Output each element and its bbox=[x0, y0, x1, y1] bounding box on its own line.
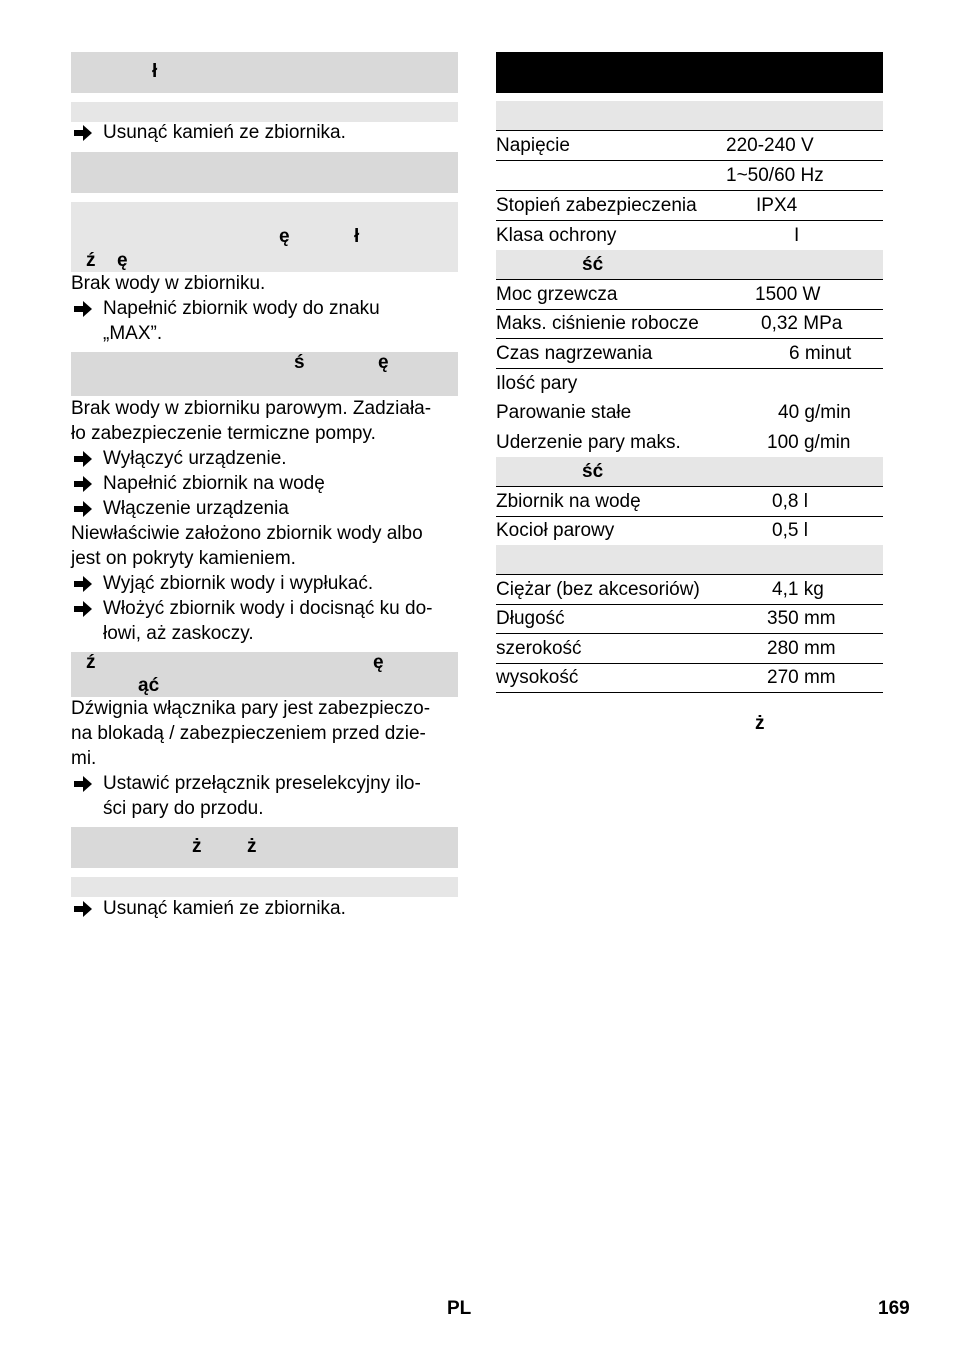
paragraph: ło zabezpieczenie termiczne pompy. bbox=[71, 423, 376, 444]
table-row: Kocioł parowy 0,5 l bbox=[496, 516, 883, 546]
heading-3-glyph: ę bbox=[117, 250, 128, 271]
paragraph: mi. bbox=[71, 748, 97, 769]
paragraph: Dźwignia włącznika pary jest zabezpieczo- bbox=[71, 698, 431, 719]
table-section-header: ść bbox=[496, 250, 883, 280]
paragraph: Brak wody w zbiorniku. bbox=[71, 273, 266, 294]
table-row: Klasa ochrony I bbox=[496, 221, 883, 251]
subheading-bar-6 bbox=[71, 877, 458, 897]
table-row: Zbiornik na wodę 0,8 l bbox=[496, 487, 883, 517]
table-row: 1~50/60 Hz bbox=[496, 161, 883, 191]
table-section-header bbox=[496, 101, 883, 131]
subheading-bar-1 bbox=[71, 102, 458, 122]
arrow-right-icon bbox=[73, 775, 95, 795]
table-row: Maks. ciśnienie robocze 0,32 MPa bbox=[496, 309, 883, 339]
paragraph: Brak wody w zbiorniku parowym. Zadziała- bbox=[71, 398, 432, 419]
page-number: 169 bbox=[878, 1298, 910, 1319]
heading-6-glyph: ż bbox=[192, 836, 202, 857]
table-row: Napięcie 220-240 V bbox=[496, 131, 883, 161]
paragraph: Niewłaściwie założono zbiornik wody albo bbox=[71, 523, 423, 544]
table-row: Czas nagrzewania 6 minut bbox=[496, 339, 883, 369]
table-row: szerokość 280 mm bbox=[496, 634, 883, 664]
list-item: Ustawić przełącznik preselekcyjny ilo- bbox=[103, 773, 421, 794]
heading-1-glyph: ł bbox=[152, 61, 158, 82]
list-item: Wyjąć zbiornik wody i wypłukać. bbox=[103, 573, 374, 594]
table-row: Uderzenie pary maks. 100 g/min bbox=[496, 428, 883, 458]
arrow-right-icon bbox=[73, 900, 95, 920]
table-row: Parowanie stałe 40 g/min bbox=[496, 402, 851, 423]
list-item: Napełnić zbiornik na wodę bbox=[103, 473, 325, 494]
arrow-right-icon bbox=[73, 124, 95, 144]
arrow-right-icon bbox=[73, 575, 95, 595]
arrow-right-icon bbox=[73, 600, 95, 620]
list-item: Włożyć zbiornik wody i docisnąć ku do- bbox=[103, 598, 433, 619]
list-item: Usunąć kamień ze zbiornika. bbox=[103, 898, 346, 919]
heading-5-glyph: ź bbox=[86, 652, 96, 673]
table-row: Ilość pary bbox=[496, 373, 578, 394]
table-row: wysokość 270 mm bbox=[496, 663, 883, 693]
paragraph: jest on pokryty kamieniem. bbox=[71, 548, 296, 569]
section-heading-4 bbox=[71, 352, 458, 396]
table-row: Ciężar (bez akcesoriów) 4,1 kg bbox=[496, 575, 883, 605]
heading-5-glyph: ę bbox=[373, 652, 384, 673]
section-heading-1 bbox=[71, 52, 458, 93]
arrow-right-icon bbox=[73, 500, 95, 520]
heading-4-glyph: ś bbox=[294, 352, 305, 373]
table-section-header bbox=[496, 545, 883, 575]
heading-3-glyph: ł bbox=[354, 226, 360, 247]
list-item: Włączenie urządzenia bbox=[103, 498, 289, 519]
table-title-bar bbox=[496, 52, 883, 93]
section-heading-3 bbox=[71, 202, 458, 272]
list-item-continuation: łowi, aż zaskoczy. bbox=[103, 623, 254, 644]
section-heading-2 bbox=[71, 152, 458, 193]
arrow-right-icon bbox=[73, 450, 95, 470]
heading-3-glyph: ź bbox=[86, 250, 96, 271]
note-glyph: ż bbox=[755, 713, 765, 734]
heading-5-glyph: ąć bbox=[138, 675, 160, 696]
arrow-right-icon bbox=[73, 475, 95, 495]
table-row: Stopień zabezpieczenia IPX4 bbox=[496, 191, 883, 221]
table-section-header: ść bbox=[496, 457, 883, 487]
table-row: Długość 350 mm bbox=[496, 604, 883, 634]
heading-6-glyph: ż bbox=[247, 836, 257, 857]
list-item: Usunąć kamień ze zbiornika. bbox=[103, 122, 346, 143]
section-heading-6 bbox=[71, 827, 458, 868]
heading-3-glyph: ę bbox=[279, 226, 290, 247]
list-item-continuation: ści pary do przodu. bbox=[103, 798, 264, 819]
paragraph: na blokadą / zabezpieczeniem przed dzie- bbox=[71, 723, 426, 744]
heading-4-glyph: ę bbox=[378, 352, 389, 373]
table-row: Moc grzewcza 1500 W bbox=[496, 280, 883, 310]
list-item: Wyłączyć urządzenie. bbox=[103, 448, 287, 469]
section-heading-5 bbox=[71, 652, 458, 697]
list-item-continuation: „MAX”. bbox=[103, 323, 163, 344]
footer-language: PL bbox=[447, 1298, 472, 1319]
arrow-right-icon bbox=[73, 300, 95, 320]
list-item: Napełnić zbiornik wody do znaku bbox=[103, 298, 380, 319]
